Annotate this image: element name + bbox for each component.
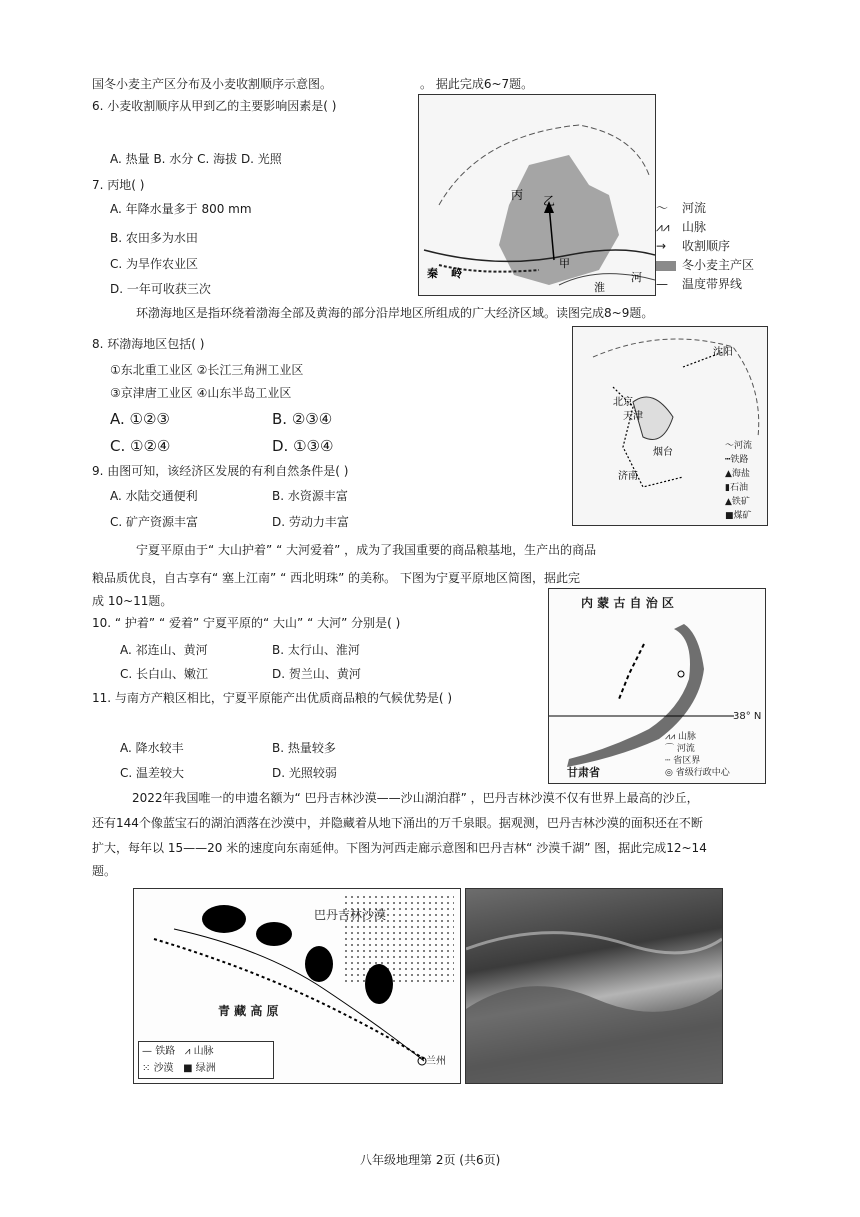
q9-option-a: A. 水陆交通便利 [110, 489, 198, 503]
intro-ningxia-3: 成 10~11题。 [92, 594, 173, 608]
q10-option-b: B. 太行山、淮河 [272, 643, 360, 657]
intro-badain-2: 还有144个像蓝宝石的湖泊洒落在沙漠中，并隐藏着从地下涌出的万千泉眼。据观测，巴丹吉林沙漠的面积还在不断 [92, 816, 703, 830]
q8-items-2: ③京津唐工业区 ④山东半岛工业区 [110, 386, 292, 400]
legend-railway: ┅铁路 [725, 455, 749, 465]
label-38n: 38° N [733, 711, 762, 722]
q10-option-a: A. 祁连山、黄河 [120, 643, 208, 657]
capital-marker [678, 671, 684, 677]
legend-oasis: ■ 绿洲 [183, 1063, 216, 1074]
oasis [305, 946, 333, 982]
legend-capital: ◎ 省级行政中心 [665, 768, 730, 778]
page-footer: 八年级地理第 2页 (共6页) [360, 1153, 501, 1167]
q9-stem: 9. 由图可知，该经济区发展的有利自然条件是( ) [92, 464, 349, 478]
label-bing: 丙 [511, 188, 524, 202]
label-gansu: 甘肃省 [567, 766, 600, 779]
q7-option-b: B. 农田多为水田 [110, 231, 198, 245]
label-jia: 甲 [559, 257, 570, 270]
ningxia-map-figure [548, 588, 766, 784]
q9-option-d: D. 劳动力丰富 [272, 515, 349, 529]
q7-option-a: A. 年降水量多于 800 mm [110, 202, 252, 216]
label-lanzhou: 兰州 [426, 1056, 446, 1067]
q8-stem: 8. 环渤海地区包括( ) [92, 337, 205, 351]
q11-option-b: B. 热量较多 [272, 741, 336, 755]
legend-river: ～ 河流 [656, 201, 707, 215]
q7-stem: 7. 丙地( ) [92, 178, 145, 192]
legend-desert: ⁙ 沙漠 [142, 1063, 174, 1074]
label-badain-desert: 巴丹吉林沙漠 [314, 908, 387, 922]
intro-ningxia-1: 宁夏平原由于“ 大山护着” “ 大河爱着” ，成为了我国重要的商品粮基地，生产出的商品 [136, 543, 597, 557]
label-huai: 淮 [594, 281, 605, 294]
q8-items-1: ①东北重工业区 ②长江三角洲工业区 [110, 363, 304, 377]
q11-option-d: D. 光照较弱 [272, 766, 337, 780]
legend-harvest: → 收割顺序 [656, 239, 731, 253]
legend-salt: ▲海盐 [725, 469, 750, 479]
q11-option-a: A. 降水较丰 [120, 741, 184, 755]
label-yantai: 烟台 [653, 447, 673, 458]
oasis [365, 964, 393, 1004]
wheat-map-figure [418, 94, 656, 296]
wheat-map-svg [419, 95, 655, 295]
legend-wheat: 冬小麦主产区 [656, 257, 754, 273]
header-left: 国冬小麦主产区分布及小麦收割顺序示意图。 [92, 77, 333, 91]
label-jinan: 济南 [618, 471, 638, 482]
helan-mountain [619, 644, 644, 699]
q8-option-a: A. ①②③ [110, 410, 170, 428]
legend-mountain: ⩘ 山脉 [184, 1046, 214, 1057]
q8-option-c: C. ①②④ [110, 437, 171, 455]
legend-iron: ▲铁矿 [725, 497, 750, 507]
oasis [202, 905, 246, 933]
sand-dune [466, 986, 722, 1083]
intro-badain-3: 扩大，每年以 15——20 米的速度向东南延伸。下图为河西走廊示意图和巴丹吉林“ 沙漠千湖” 图，据此完成12~14 [92, 841, 707, 855]
label-tianjin: 天津 [623, 411, 643, 422]
label-shenyang: 沈阳 [713, 347, 733, 358]
bohai-legend [725, 439, 767, 523]
label-he: 河 [631, 271, 642, 284]
header-right: 。 据此完成6~7题。 [420, 77, 534, 91]
label-qin: 秦 [427, 267, 438, 280]
q11-stem: 11. 与南方产粮区相比，宁夏平原能产出优质商品粮的气候优势是( ) [92, 691, 453, 705]
q10-stem: 10. “ 护着” “ 爱着” 宁夏平原的“ 大山” “ 大河” 分别是( ) [92, 616, 401, 630]
hexi-legend [138, 1041, 274, 1079]
q11-option-c: C. 温差较大 [120, 766, 185, 780]
desert-lake-photo-svg [466, 889, 722, 1083]
intro-badain-4: 题。 [92, 864, 117, 878]
label-qinghai-tibet: 青 藏 高 原 [218, 1004, 279, 1018]
legend-border: ┄ 省区界 [665, 756, 701, 766]
q8-option-b: B. ②③④ [272, 410, 333, 428]
intro-badain-1: 2022年我国唯一的申遗名额为“ 巴丹吉林沙漠——沙山湖泊群” ，巴丹吉林沙漠不仅有世界上最高的沙丘， [132, 791, 699, 805]
label-beijing: 北京 [613, 397, 633, 408]
q8-option-d: D. ①③④ [272, 437, 334, 455]
legend-coal: ■煤矿 [725, 511, 752, 521]
label-ling: 岭 [451, 267, 462, 280]
ningxia-map-svg [549, 589, 765, 783]
bohai-map-figure [572, 326, 768, 526]
q7-option-d: D. 一年可收获三次 [110, 282, 211, 296]
legend-mountain: ⩘⩘ 山脉 [656, 220, 707, 234]
q7-option-c: C. 为旱作农业区 [110, 257, 199, 271]
q6-options: A. 热量 B. 水分 C. 海拔 D. 光照 [110, 152, 282, 166]
legend-oil: ▮石油 [725, 483, 748, 493]
intro-ningxia-2: 粮品质优良，自古享有“ 塞上江南” “ 西北明珠” 的美称。 下图为宁夏平原地区简图，据此完 [92, 571, 580, 585]
hexi-map-figure [133, 888, 461, 1084]
label-yi: 乙 [543, 194, 556, 208]
q9-option-c: C. 矿产资源丰富 [110, 515, 199, 529]
bohai-boundary [593, 339, 759, 437]
legend-temp: — 温度带界线 [656, 277, 743, 291]
intro-bohai: 环渤海地区是指环绕着渤海全部及黄海的部分沿岸地区所组成的广大经济区域。读图完成8~9题。 [136, 306, 654, 320]
q10-option-d: D. 贺兰山、黄河 [272, 667, 361, 681]
label-inner-mongolia: 内 蒙 古 自 治 区 [581, 596, 674, 610]
oasis [256, 922, 292, 946]
ningxia-legend [665, 731, 730, 779]
legend-mountain: ⩘⩘ 山脉 [665, 732, 697, 742]
dune-ridge [466, 933, 722, 953]
desert-lake-photo [465, 888, 723, 1084]
legend-river: ～河流 [725, 441, 753, 451]
legend-railway: — 铁路 [142, 1046, 176, 1057]
legend-river: ⌒ 河流 [665, 744, 695, 754]
q6-stem: 6. 小麦收割顺序从甲到乙的主要影响因素是( ) [92, 99, 337, 113]
q9-option-b: B. 水资源丰富 [272, 489, 348, 503]
q10-option-c: C. 长白山、嫩江 [120, 667, 209, 681]
